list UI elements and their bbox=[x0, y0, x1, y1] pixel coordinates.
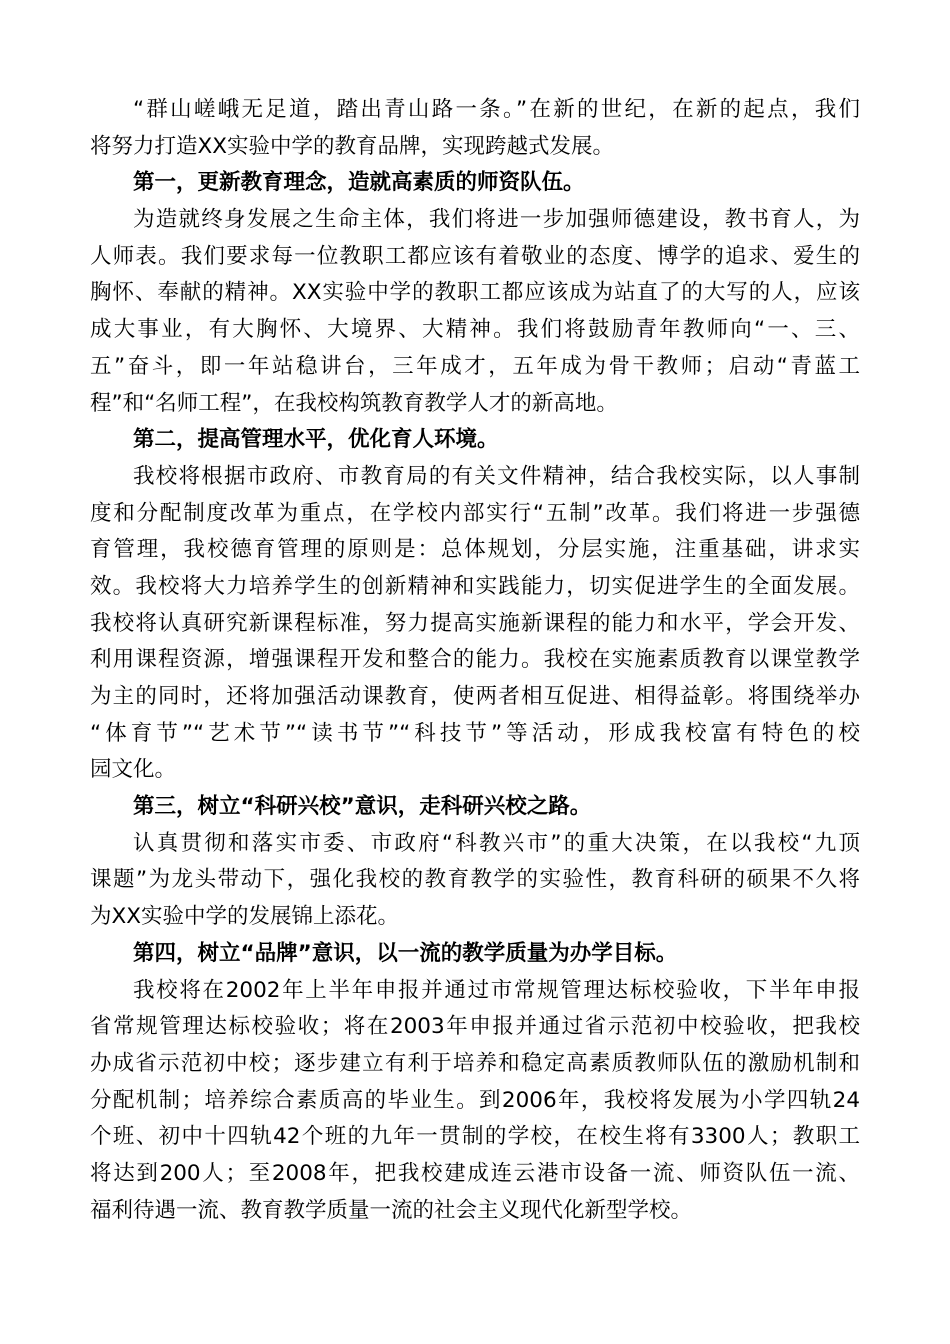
text-line: “群山嵯峨无足道，踏出青山路一条。”在新的世纪，在新的起点，我们 bbox=[133, 97, 860, 122]
text-line: 我校将在2002年上半年申报并通过市常规管理达标校验收，下半年申报 bbox=[133, 977, 860, 1003]
document-body bbox=[90, 92, 860, 1229]
text-line: 认真贯彻和落实市委、市政府“科教兴市”的重大决策，在以我校“九顶 bbox=[133, 830, 860, 856]
text-line: 效。我校将大力培养学生的创新精神和实践能力，切实促进学生的全面发展。 bbox=[90, 573, 860, 599]
section-heading: 第一，更新教育理念，造就高素质的师资队伍。 bbox=[133, 170, 585, 196]
text-line: 我校将根据市政府、市教育局的有关文件精神，结合我校实际，以人事制 bbox=[133, 463, 860, 489]
text-line: “体育节”“艺术节”“读书节”“科技节”等活动，形成我校富有特色的校 bbox=[90, 720, 860, 746]
text-line: 为主的同时，还将加强活动课教育，使两者相互促进、相得益彰。将围绕举办 bbox=[90, 684, 860, 709]
text-line: 成大事业，有大胸怀、大境界、大精神。我们将鼓励青年教师向“一、三、 bbox=[90, 317, 860, 343]
text-line: 育管理，我校德育管理的原则是：总体规划，分层实施，注重基础，讲求实 bbox=[90, 537, 860, 563]
text-line: 省常规管理达标校验收；将在2003年申报并通过省示范初中校验收，把我校 bbox=[90, 1014, 860, 1040]
text-line: 将达到200人；至2008年，把我校建成连云港市设备一流、师资队伍一流、 bbox=[90, 1160, 860, 1186]
text-line: 园文化。 bbox=[90, 757, 177, 783]
text-line: 为造就终身发展之生命主体，我们将进一步加强师德建设，教书育人，为 bbox=[133, 207, 860, 233]
text-line: 分配机制；培养综合素质高的毕业生。到2006年，我校将发展为小学四轨24 bbox=[90, 1087, 860, 1113]
text-line: 将努力打造XX实验中学的教育品牌，实现跨越式发展。 bbox=[90, 133, 614, 159]
text-line: 程”和“名师工程”，在我校构筑教育教学人才的新高地。 bbox=[90, 390, 618, 416]
text-line: 课题”为龙头带动下，强化我校的教育教学的实验性，教育科研的硕果不久将 bbox=[90, 867, 860, 893]
text-line: 度和分配制度改革为重点，在学校内部实行“五制”改革。我们将进一步强德 bbox=[90, 500, 860, 526]
section-heading: 第四，树立“品牌”意识，以一流的教学质量为办学目标。 bbox=[133, 940, 678, 966]
section-heading: 第三，树立“科研兴校”意识，走科研兴校之路。 bbox=[133, 794, 592, 820]
text-line: 胸怀、奉献的精神。XX实验中学的教职工都应该成为站直了的大写的人，应该 bbox=[90, 280, 860, 306]
text-line: 福利待遇一流、教育教学质量一流的社会主义现代化新型学校。 bbox=[90, 1197, 693, 1223]
text-line: 办成省示范初中校；逐步建立有利于培养和稳定高素质教师队伍的激励机制和 bbox=[90, 1050, 860, 1076]
text-line: 个班、初中十四轨42个班的九年一贯制的学校，在校生将有3300人；教职工 bbox=[90, 1124, 860, 1150]
text-line: 五”奋斗，即一年站稳讲台，三年成才，五年成为骨干教师；启动“青蓝工 bbox=[90, 353, 860, 379]
text-line: 人师表。我们要求每一位教职工都应该有着敬业的态度、博学的追求、爱生的 bbox=[90, 243, 860, 269]
text-line: 为XX实验中学的发展锦上添花。 bbox=[90, 904, 399, 930]
text-line: 利用课程资源，增强课程开发和整合的能力。我校在实施素质教育以课堂教学 bbox=[90, 647, 860, 673]
section-heading: 第二，提高管理水平，优化育人环境。 bbox=[133, 427, 499, 453]
text-line: 我校将认真研究新课程标准，努力提高实施新课程的能力和水平，学会开发、 bbox=[90, 610, 860, 636]
